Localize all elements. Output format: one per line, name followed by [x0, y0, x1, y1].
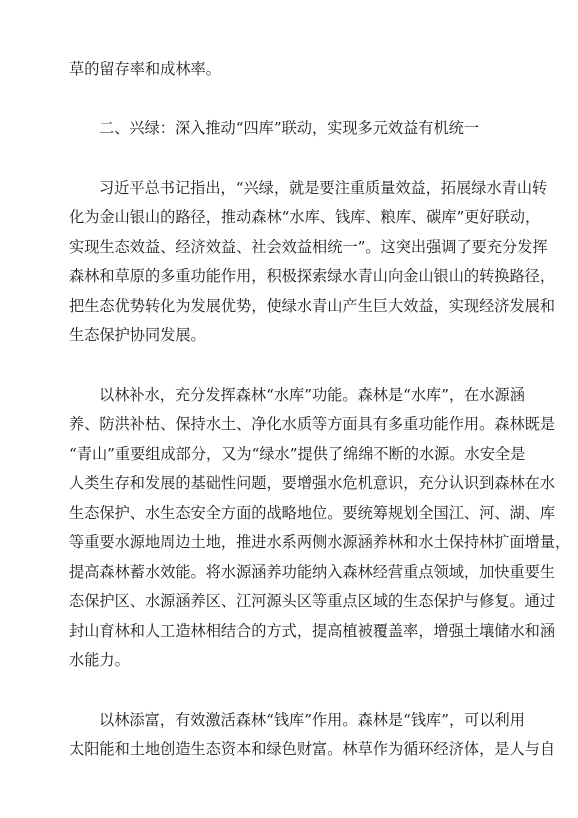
paragraph-line: 习近平总书记指出，“兴绿，就是要注重质量效益，拓展绿水青山转: [99, 179, 548, 197]
paragraph-line: 养、防洪补枯、保持水土、净化水质等方面具有多重功能作用。森林既是: [69, 415, 555, 433]
paragraph-line: 生态保护协同发展。: [69, 326, 206, 344]
paragraph-line: 化为金山银山的路径，推动森林“水库、钱库、粮库、碳库”更好联动，: [69, 208, 541, 226]
paragraph-line: 态保护区、水源涵养区、江河源头区等重点区域的生态保护与修复。通过: [69, 592, 555, 610]
paragraph-line: 把生态优势转化为发展优势，使绿水青山产生巨大效益，实现经济发展和: [69, 297, 555, 315]
paragraph-line: 人类生存和发展的基础性问题，要增强水危机意识，充分认识到森林在水: [69, 474, 555, 492]
paragraph-line: 提高森林蓄水效能。将水源涵养功能纳入森林经营重点领域，加快重要生: [69, 563, 555, 581]
paragraph-line: 太阳能和土地创造生态资本和绿色财富。林草作为循环经济体，是人与自: [69, 740, 555, 758]
paragraph-line: 水能力。: [69, 651, 130, 669]
paragraph-line: “青山”重要组成部分，又为“绿水”提供了绵绵不断的水源。水安全是: [69, 445, 526, 463]
intro-tail-text: 草的留存率和成林率。: [69, 60, 221, 78]
section-heading: 二、兴绿：深入推动“四库”联动，实现多元效益有机统一: [99, 119, 480, 137]
paragraph-line: 实现生态效益、经济效益、社会效益相统一”。这突出强调了要充分发挥: [69, 238, 548, 256]
paragraph-line: 等重要水源地周边土地，推进水系两侧水源涵养林和水土保持林扩面增量，: [69, 533, 571, 551]
paragraph-line: 森林和草原的多重功能作用，积极探索绿水青山向金山银山的转换路径，: [69, 267, 555, 285]
paragraph-line: 以林补水，充分发挥森林“水库”功能。森林是“水库”，在水源涵: [99, 386, 525, 404]
paragraph-line: 封山育林和人工造林相结合的方式，提高植被覆盖率，增强土壤储水和涵: [69, 622, 555, 640]
paragraph-line: 以林添富，有效激活森林“钱库”作用。森林是“钱库”，可以利用: [99, 711, 525, 729]
paragraph-line: 生态保护、水生态安全方面的战略地位。要统筹规划全国江、河、湖、库: [69, 504, 555, 522]
